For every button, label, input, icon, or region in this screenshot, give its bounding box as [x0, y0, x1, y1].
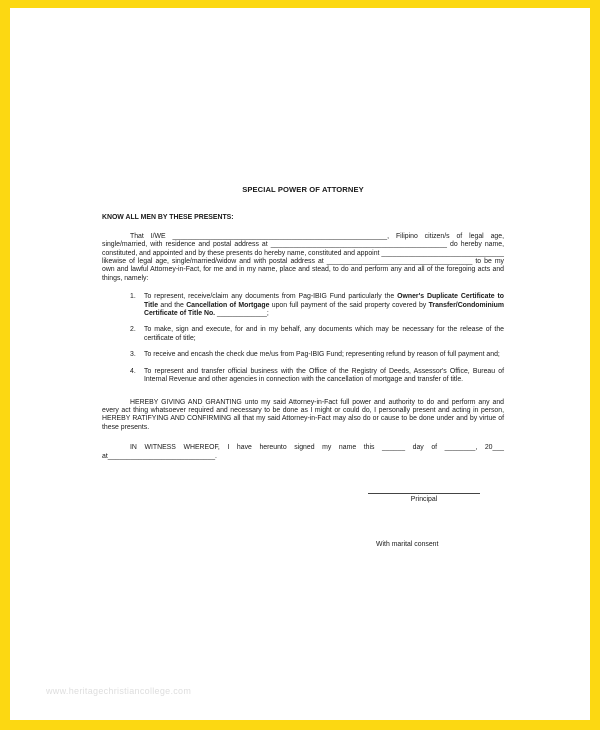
list-item-bold: Cancellation of Mortgage [186, 301, 270, 309]
document-body [102, 186, 504, 461]
list-item-text: and the [158, 301, 187, 309]
signature-line [368, 493, 480, 494]
list-item-number: 2. [130, 326, 136, 334]
powers-list [102, 293, 504, 384]
list-item-text: To make, sign and execute, for and in my behalf, any documents which may be necessary for the release of the certificate of title; [144, 326, 504, 342]
list-item-text: upon full payment of the said property covered by [269, 301, 429, 309]
list-item-text: To represent, receive/claim any documents from Pag-IBIG Fund particularly the [144, 293, 398, 301]
list-item [102, 326, 504, 343]
list-item-bold: Owner's Duplicate Certificate to Title [144, 293, 504, 309]
list-item [102, 351, 504, 359]
principal-label: Principal [410, 496, 438, 503]
hereby-paragraph: HEREBY GIVING AND GRANTING unto my said Attorney-in-Fact full power and authority to do and perform any and every act thing whatsoever required and necessary to be done as I might or could do, I personally present and acting in person, HEREBY RATIFYING AND CONFIRMING all that my said Attorney-in-Fact may also do or cause to be done under and by virtue of these presents. [102, 398, 504, 431]
list-item-bold: Transfer/Condominium Certificate of Title No. [144, 301, 505, 318]
intro-paragraph: That I/WE ________________________________________________________, Filipino citizen/s of legal age, single/married, with residence and postal address at ______________________________________________ do hereby name, constituted, and appointed and by these presents do hereby name, constituted and appoint ________________________________ likewise of legal age, single/married/widow and with postal address at ______________________________________ to be my own and lawful Attorney-in-Fact, for me and in my name, place and stead, to do and perform any and all of the foregoing acts and things, namely: [102, 232, 504, 282]
marital-consent-label: With marital consent [376, 541, 439, 548]
list-item [102, 293, 504, 318]
document-title: SPECIAL POWER OF ATTORNEY [242, 185, 364, 194]
document-page [10, 8, 590, 720]
know-all-heading: KNOW ALL MEN BY THESE PRESENTS: [102, 214, 234, 222]
list-item-number: 4. [130, 367, 136, 375]
list-item-number: 3. [130, 351, 136, 359]
watermark-text: www.heritagechristiancollege.com [46, 686, 192, 696]
witness-paragraph: IN WITNESS WHEREOF, I have hereunto signed my name this ______ day of ________, 20___ at____________________________. [102, 444, 504, 460]
list-item-text: _____________; [215, 310, 269, 318]
list-item-text: To receive and encash the check due me/us from Pag-IBIG Fund; representing refund by reason of full payment and; [144, 351, 500, 359]
list-item [102, 368, 504, 385]
list-item-text: To represent and transfer official business with the Office of the Registry of Deeds, Assessor's Office, Bureau of Internal Revenue and other agencies in connection with the cancellation of mortgage and transfer of title. [144, 367, 504, 384]
list-item-number: 1. [130, 293, 136, 301]
